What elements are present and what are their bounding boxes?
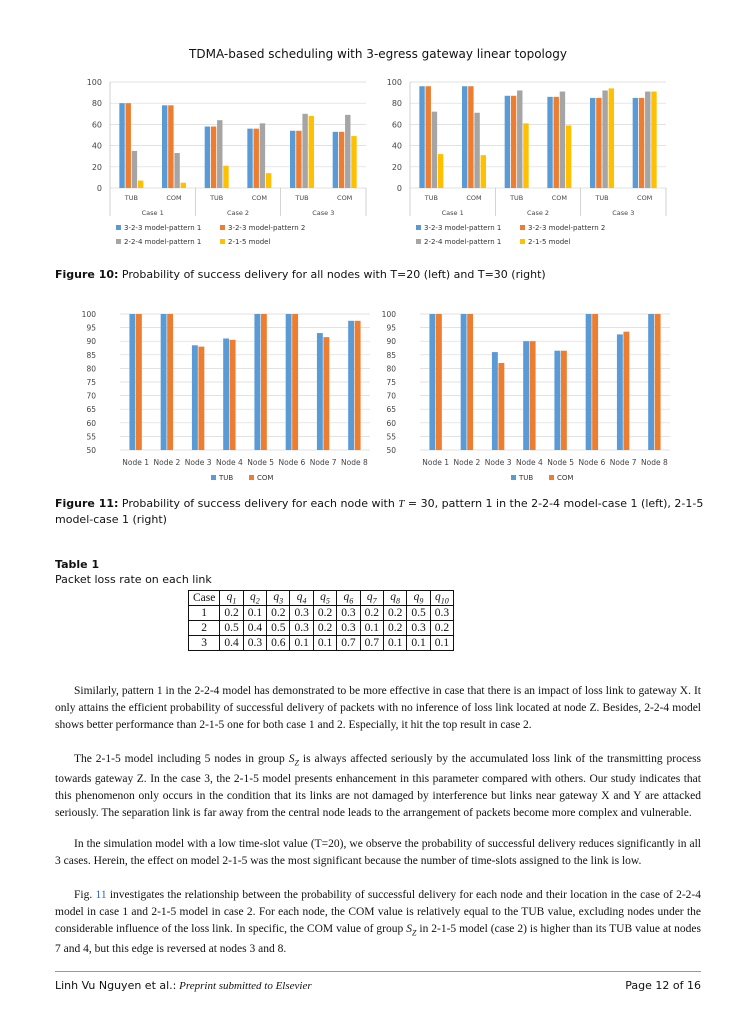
table-cell: 0.2	[220, 606, 243, 621]
table-header-q8: $q_8$	[383, 591, 406, 606]
table-cell: 0.2	[360, 606, 383, 621]
table-cell: 0.3	[290, 621, 313, 636]
x-tick-label: TUB	[595, 194, 609, 202]
legend-swatch	[416, 225, 421, 230]
bar	[167, 314, 173, 450]
x-tick-label: Node 6	[578, 458, 606, 467]
table-cell: 3	[189, 636, 220, 651]
y-tick-label: 80	[91, 99, 102, 109]
x-tick-label: Node 3	[184, 458, 212, 467]
x-tick-label: COM	[166, 194, 182, 202]
table-cell: 0.5	[267, 621, 290, 636]
bar	[505, 96, 510, 188]
y-tick-label: 40	[391, 141, 402, 151]
paragraph-4-part-b: investigates the relationship between the probability of successful delivery for each node and their location in the case of 2-2-4 model in case 1 and 2-1-5 model in case 2. For each node, the COM value is relatively equal to the TUB value, excluding nodes under the considerable influence of the loss link. In specific, the COM value of group	[55, 889, 701, 935]
bar	[554, 97, 559, 188]
bar	[205, 127, 210, 188]
x-tick-label: TUB	[510, 194, 524, 202]
footer-rule	[55, 971, 701, 972]
table-row	[189, 606, 454, 621]
y-tick-label: 85	[386, 350, 396, 360]
chart-fig10-right	[380, 72, 672, 260]
bar	[436, 314, 442, 450]
group-label: Case 2	[526, 209, 550, 217]
bar	[419, 86, 424, 188]
figure-10-caption	[55, 267, 705, 282]
table-cell: 0.6	[267, 636, 290, 651]
bar	[429, 314, 435, 450]
table-row	[189, 621, 454, 636]
paragraph-3: In the simulation model with a low time-slot value (T=20), we observe the probability of successful delivery reduces significantly in all 3 cases. Herein, the effect on model 2-1-5 was the most significant because the number of time-slots assigned to the link is low.	[55, 838, 701, 867]
bar	[623, 332, 629, 450]
legend-label: 2-2-4 model-pattern 1	[124, 238, 202, 246]
bar	[426, 86, 431, 188]
x-tick-label: Node 7	[609, 458, 637, 467]
bar	[302, 114, 307, 188]
bar	[492, 352, 498, 450]
legend-label: 3-2-3 model-pattern 1	[124, 224, 202, 232]
x-tick-label: Node 2	[453, 458, 481, 467]
figure-11-caption-text-2: = 30, pattern 1 in the 2-2-4 model-case 1 (left), 2-1-5 model-case 1 (right)	[55, 497, 704, 526]
bar	[217, 120, 222, 188]
bar	[260, 123, 265, 188]
bar	[566, 125, 571, 188]
y-tick-label: 80	[391, 99, 402, 109]
table-cell: 0.1	[383, 636, 406, 651]
legend-label: 2-1-5 model	[228, 238, 271, 246]
table-cell: 0.3	[407, 621, 430, 636]
bar	[590, 98, 595, 188]
table-cell: 0.3	[290, 606, 313, 621]
bar	[129, 314, 135, 450]
bar	[223, 338, 229, 450]
table-cell: 0.3	[337, 621, 360, 636]
legend-swatch	[116, 239, 121, 244]
bar	[161, 314, 167, 450]
legend-label: 3-2-3 model-pattern 2	[528, 224, 606, 232]
paragraph-4-part-a: Fig.	[74, 889, 93, 901]
y-tick-label: 75	[86, 378, 96, 387]
y-tick-label: 65	[386, 405, 396, 415]
figure-10-label: Figure 10:	[55, 268, 119, 281]
y-tick-label: 70	[86, 391, 96, 401]
y-tick-label: 20	[91, 162, 102, 172]
paragraph-2-part-b: is always affected seriously by the accumulated loss link of the transmitting process towards gateway Z. In the case 3, the 2-1-5 model presents enhancement in this parameter compared with others. Our study indicates that this phenomenon only occurs in the condition that its links are not damaged by interference but links near gateway X and Y are attacked seriously. The separation link is far away from the central node leads to the arrangement of packets become more complex and vulnerable.	[55, 753, 702, 820]
x-tick-label: Node 8	[341, 458, 368, 467]
y-tick-label: 50	[86, 446, 96, 455]
table-cell: 0.3	[243, 636, 266, 651]
table-cell: 0.5	[407, 606, 430, 621]
bar	[432, 112, 437, 188]
y-tick-label: 65	[86, 405, 96, 415]
bar	[168, 105, 173, 188]
group-subscript-2: Z	[411, 928, 417, 938]
table-row	[189, 636, 454, 651]
bar	[339, 132, 344, 188]
x-tick-label: TUB	[210, 194, 224, 202]
table-header-q5: $q_5$	[313, 591, 336, 606]
bar	[211, 127, 216, 188]
footer-venue: Preprint submitted to Elsevier	[179, 980, 312, 992]
table-cell: 0.1	[313, 636, 336, 651]
bar	[511, 96, 516, 188]
table-cell: 0.4	[243, 621, 266, 636]
bar	[174, 153, 179, 188]
x-tick-label: Node 4	[516, 458, 543, 467]
table-title: Table 1	[55, 558, 100, 571]
legend-label: TUB	[219, 474, 234, 482]
x-tick-label: Node 4	[216, 458, 243, 467]
table-cell: 0.2	[313, 606, 336, 621]
legend-label: COM	[257, 474, 274, 482]
figure-11-caption-T: T	[398, 498, 405, 510]
table-header-q1: $q_1$	[220, 591, 243, 606]
paragraph-2	[55, 751, 701, 822]
bar	[223, 166, 228, 188]
table-header-q2: $q_2$	[243, 591, 266, 606]
bar	[247, 129, 252, 188]
y-tick-label: 85	[86, 350, 96, 360]
bar	[554, 351, 560, 450]
group-symbol-2	[406, 923, 417, 938]
bar	[530, 341, 536, 450]
bar	[254, 314, 260, 450]
bar	[317, 333, 323, 450]
chart-fig10-left	[80, 72, 372, 260]
y-tick-label: 0	[396, 184, 402, 193]
x-tick-label: COM	[637, 194, 653, 202]
table-header-case: Case	[189, 591, 220, 606]
bar	[651, 92, 656, 188]
legend-label: TUB	[519, 474, 534, 482]
table-cell: 0.2	[430, 621, 453, 636]
legend-swatch	[220, 239, 225, 244]
group-label: Case 3	[312, 209, 335, 217]
bar	[523, 341, 529, 450]
bar	[602, 90, 607, 188]
bar	[462, 86, 467, 188]
table-subtitle: Packet loss rate on each link	[55, 573, 212, 586]
y-tick-label: 60	[386, 418, 396, 428]
bar	[645, 92, 650, 188]
y-tick-label: 100	[86, 78, 102, 87]
y-tick-label: 70	[386, 391, 396, 401]
bar	[648, 314, 654, 450]
bar	[126, 103, 131, 188]
table-header-q6: $q_6$	[337, 591, 360, 606]
y-tick-label: 60	[86, 418, 96, 428]
y-tick-label: 75	[386, 378, 396, 387]
bar	[254, 129, 259, 188]
legend-swatch	[520, 225, 525, 230]
table-cell: 0.2	[267, 606, 290, 621]
y-tick-label: 80	[86, 364, 96, 374]
bar	[560, 92, 565, 188]
paragraph-4-part-c: in 2-1-5 model (case 2) is higher than its TUB value at nodes 7 and 4, but this edge is reversed at nodes 3 and 8.	[55, 923, 702, 956]
footer-page-number: Page 12 of 16	[625, 979, 701, 992]
table-cell: 0.5	[220, 621, 243, 636]
x-tick-label: Node 8	[641, 458, 668, 467]
x-tick-label: COM	[337, 194, 353, 202]
legend-swatch	[249, 475, 254, 480]
bar	[468, 86, 473, 188]
packet-loss-table	[188, 590, 454, 651]
y-tick-label: 90	[386, 337, 396, 347]
bar	[438, 154, 443, 188]
x-tick-label: COM	[251, 194, 267, 202]
table-cell: 0.4	[220, 636, 243, 651]
x-tick-label: Node 3	[484, 458, 512, 467]
group-label: Case 2	[226, 209, 250, 217]
footer-authors: Linh Vu Nguyen et al.:	[55, 979, 177, 992]
group-symbol	[288, 753, 299, 768]
x-tick-label: TUB	[124, 194, 138, 202]
bar	[348, 321, 354, 450]
y-tick-label: 95	[386, 323, 396, 333]
bar	[261, 314, 267, 450]
table-cell: 0.1	[290, 636, 313, 651]
table-cell: 0.1	[407, 636, 430, 651]
bar	[351, 136, 356, 188]
x-tick-label: Node 1	[422, 458, 449, 467]
legend-swatch	[511, 475, 516, 480]
table-cell: 0.1	[243, 606, 266, 621]
x-tick-label: Node 6	[278, 458, 306, 467]
y-tick-label: 60	[391, 120, 402, 130]
bar	[523, 123, 528, 188]
bar	[309, 116, 314, 188]
bar	[586, 314, 592, 450]
bar	[498, 363, 504, 450]
table-header-row	[189, 591, 454, 606]
bar	[655, 314, 661, 450]
table-cell: 0.2	[383, 606, 406, 621]
bar	[162, 105, 167, 188]
y-tick-label: 60	[91, 120, 102, 130]
legend-swatch	[520, 239, 525, 244]
bar	[561, 351, 567, 450]
figure-11-caption	[55, 496, 705, 527]
bar	[286, 314, 292, 450]
table-header-q7: $q_7$	[360, 591, 383, 606]
y-tick-label: 100	[386, 78, 402, 87]
legend-swatch	[116, 225, 121, 230]
table-cell: 1	[189, 606, 220, 621]
y-tick-label: 90	[86, 337, 96, 347]
legend-swatch	[549, 475, 554, 480]
group-label: Case 1	[441, 209, 464, 217]
bar	[192, 345, 198, 450]
figure-11-link[interactable]: 11	[95, 889, 107, 901]
table-header-q4: $q_4$	[290, 591, 313, 606]
bar	[266, 173, 271, 188]
legend-label: 3-2-3 model-pattern 2	[228, 224, 306, 232]
bar	[355, 321, 361, 450]
y-tick-label: 0	[96, 184, 102, 193]
paragraph-2-part-a: The 2-1-5 model including 5 nodes in group	[74, 753, 285, 765]
bar	[633, 98, 638, 188]
table-cell: 0.1	[360, 621, 383, 636]
y-tick-label: 40	[91, 141, 102, 151]
x-tick-label: TUB	[295, 194, 309, 202]
legend-label: COM	[557, 474, 574, 482]
bar	[290, 131, 295, 188]
legend-label: 2-2-4 model-pattern 1	[424, 238, 502, 246]
table-body	[189, 606, 454, 651]
bar	[474, 113, 479, 188]
y-tick-label: 55	[386, 432, 396, 442]
table-cell: 0.1	[430, 636, 453, 651]
legend-swatch	[416, 239, 421, 244]
bar	[323, 337, 329, 450]
table-cell: 0.7	[337, 636, 360, 651]
group-letter-2: S	[406, 923, 412, 935]
bar	[198, 347, 204, 450]
bar	[119, 103, 124, 188]
bar	[138, 181, 143, 188]
table-cell: 0.3	[337, 606, 360, 621]
table-cell: 2	[189, 621, 220, 636]
x-tick-label: Node 1	[122, 458, 149, 467]
bar	[609, 88, 614, 188]
legend-label: 3-2-3 model-pattern 1	[424, 224, 502, 232]
table-header-q9: $q_9$	[407, 591, 430, 606]
bar	[617, 334, 623, 450]
x-tick-label: TUB	[424, 194, 438, 202]
bar	[639, 98, 644, 188]
group-label: Case 3	[612, 209, 635, 217]
y-tick-label: 100	[81, 310, 96, 319]
x-tick-label: COM	[466, 194, 482, 202]
y-tick-label: 20	[391, 162, 402, 172]
figure-10-caption-text: Probability of success delivery for all nodes with T=20 (left) and T=30 (right)	[121, 268, 546, 281]
table-header-q10: $q_{10}$	[430, 591, 453, 606]
chart-fig11-right	[380, 306, 672, 486]
y-tick-label: 100	[381, 310, 396, 319]
bar	[230, 340, 236, 450]
bar	[292, 314, 298, 450]
bar	[461, 314, 467, 450]
paragraph-4	[55, 887, 701, 958]
table-cell: 0.3	[430, 606, 453, 621]
y-tick-label: 95	[86, 323, 96, 333]
bar	[345, 115, 350, 188]
y-tick-label: 50	[386, 446, 396, 455]
chart-fig11-left	[80, 306, 372, 486]
bar	[296, 131, 301, 188]
bar	[467, 314, 473, 450]
y-tick-label: 55	[86, 432, 96, 442]
paragraph-1: Similarly, pattern 1 in the 2-2-4 model has demonstrated to be more effective in case that there is an impact of loss link to gateway X. It only attains the efficient probability of successful delivery of packets with no inference of loss link located at node Z. Besides, 2-2-4 model shows better performance than 2-1-5 one for both case 1 and 2. Especially, it hit the top result in case 2.	[55, 685, 701, 731]
legend-label: 2-1-5 model	[528, 238, 571, 246]
figure-11-label: Figure 11:	[55, 497, 119, 510]
legend-swatch	[220, 225, 225, 230]
table-cell: 0.7	[360, 636, 383, 651]
table-cell: 0.2	[383, 621, 406, 636]
bar	[517, 90, 522, 188]
bar	[547, 97, 552, 188]
bar	[592, 314, 598, 450]
group-letter: S	[288, 753, 295, 765]
group-label: Case 1	[141, 209, 164, 217]
group-subscript: Z	[294, 758, 299, 768]
x-tick-label: Node 5	[247, 458, 274, 467]
bar	[132, 151, 137, 188]
bar	[181, 183, 186, 188]
table-cell: 0.2	[313, 621, 336, 636]
bar	[596, 98, 601, 188]
bar	[333, 132, 338, 188]
footer-left	[55, 979, 312, 992]
x-tick-label: Node 2	[153, 458, 181, 467]
table-header-q3: $q_3$	[267, 591, 290, 606]
x-tick-label: Node 5	[547, 458, 574, 467]
bar	[481, 155, 486, 188]
bar	[136, 314, 142, 450]
legend-swatch	[211, 475, 216, 480]
figure-11-caption-text-1: Probability of success delivery for each node with	[121, 497, 395, 510]
y-tick-label: 80	[386, 364, 396, 374]
figure-header-title: TDMA-based scheduling with 3-egress gateway linear topology	[189, 47, 567, 61]
x-tick-label: Node 7	[309, 458, 337, 467]
x-tick-label: COM	[551, 194, 567, 202]
